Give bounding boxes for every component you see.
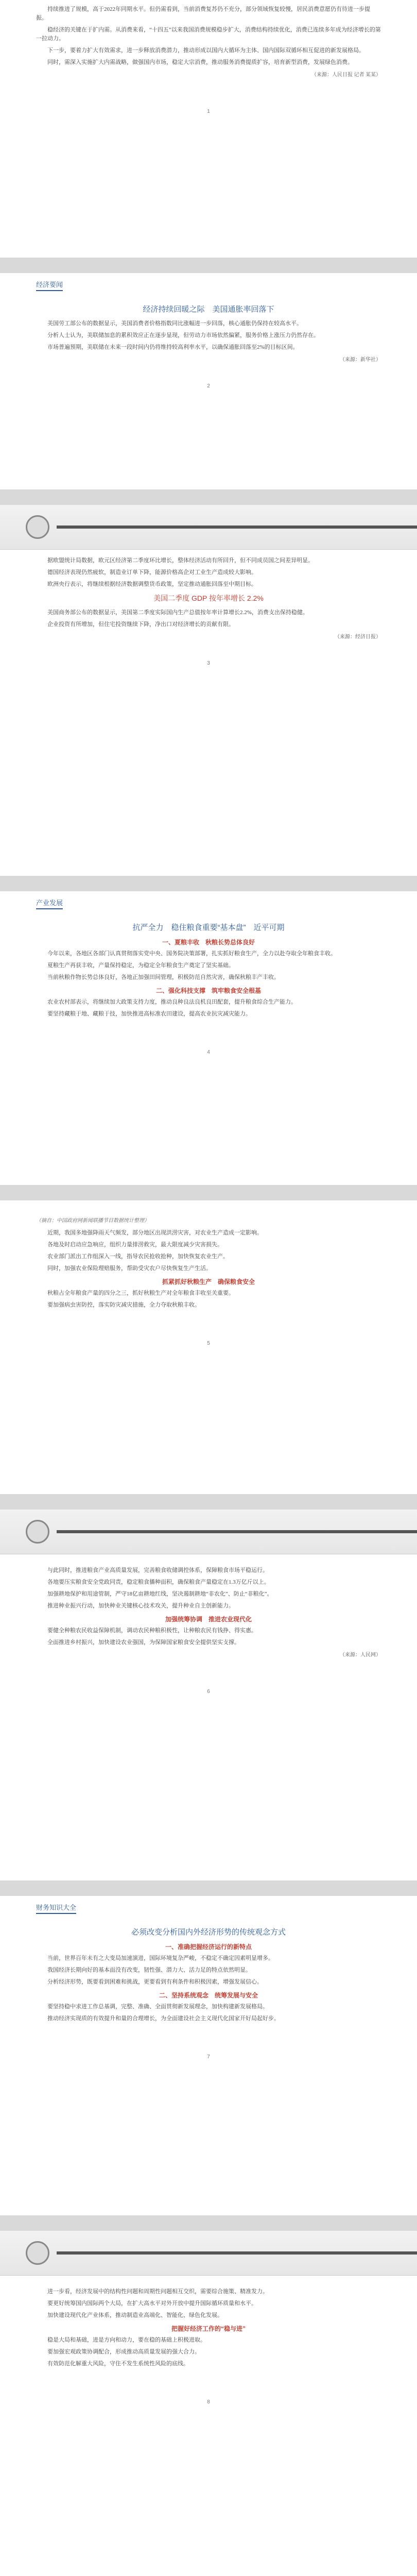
paragraph: 推进种业振兴行动，加快种业关键核心技术攻关，提升种业自主创新能力。 bbox=[47, 1603, 234, 1609]
paragraph: 同时，需深入实施扩大内需战略，做强国内市场，稳定大宗消费，推动服务消费提质扩容，培育新型消费，发展绿色消费。 bbox=[47, 59, 353, 65]
section-tag: 经济要闻 bbox=[36, 278, 63, 291]
page-number: 3 bbox=[207, 660, 210, 666]
paragraph: 进一步看，经济发展中的结构性问题和周期性问题相互交织，需要综合施策、精准发力。 bbox=[47, 2289, 268, 2295]
paragraph: 企业投资有所增加，但住宅投资继续下降，净出口对经济增长的贡献有限。 bbox=[47, 621, 234, 628]
banner-stripe bbox=[57, 2251, 417, 2255]
document-page-1 bbox=[0, 5, 417, 114]
paragraph: 要坚持藏粮于地、藏粮于技，加快推进高标准农田建设，提高农业抗灾减灾能力。 bbox=[47, 1011, 251, 1017]
document-page-5 bbox=[0, 1200, 417, 1346]
paragraph: 分析人士认为，美联储加息的累积效应正在逐步显现，但劳动力市场依然偏紧，服务价格上涨压力仍然存在。 bbox=[47, 332, 319, 338]
paragraph: 据欧盟统计局数据，欧元区经济第二季度环比增长，整体经济活动有所回升，但不同成员国之间差异明显。 bbox=[47, 557, 314, 564]
subheading: 二、坚持系统观念 统筹发展与安全 bbox=[159, 1992, 258, 1999]
page-number: 4 bbox=[207, 1049, 210, 1055]
banner-stripe bbox=[57, 1530, 417, 1533]
article-title: 必须改变分析国内外经济形势的传统观念方式 bbox=[131, 1928, 286, 1937]
paragraph: 秋粮占全年粮食产量的四分之三，抓好秋粮生产对全年粮食丰收至关重要。 bbox=[47, 1290, 234, 1296]
paragraph: 持续推进了规模，高于2022年同期水平。但仍需看到，当前消费复苏仍不充分，部分领域恢复较慢，居民消费意愿仍有待进一步提振。 bbox=[36, 6, 370, 21]
page-number: 7 bbox=[207, 2054, 210, 2060]
document-page-8 bbox=[0, 2287, 417, 2405]
paragraph: 稳是大局和基础，进是方向和动力，要在稳的基础上积极进取。 bbox=[47, 2337, 206, 2343]
paragraph: 有效防范化解重大风险，守住不发生系统性风险的底线。 bbox=[47, 2361, 189, 2367]
paragraph: 美国劳工部公布的数据显示，美国消费者价格指数同比涨幅进一步回落，核心通胀仍保持在较高水平。 bbox=[47, 320, 302, 327]
paragraph: 加快建设现代化产业体系，推动制造业高端化、智能化、绿色化发展。 bbox=[47, 2312, 223, 2318]
paragraph: 欧洲央行表示，将继续根据经济数据调整货币政策，坚定推动通胀回落至中期目标。 bbox=[47, 581, 257, 587]
chapter-banner bbox=[0, 505, 417, 550]
paragraph: 要坚持稳中求进工作总基调，完整、准确、全面贯彻新发展理念，加快构建新发展格局。 bbox=[47, 2004, 268, 2010]
subheading: 把握好经济工作的“稳与进” bbox=[171, 2325, 246, 2332]
subheading: 一、夏粮丰收 秋粮长势总体良好 bbox=[162, 939, 255, 946]
section-tag: 产业发展 bbox=[36, 896, 63, 909]
page-number: 5 bbox=[207, 1341, 210, 1346]
document-page-4 bbox=[0, 896, 417, 1055]
chapter-banner bbox=[0, 2231, 417, 2276]
page-divider bbox=[0, 876, 417, 891]
chapter-banner bbox=[0, 1510, 417, 1554]
source-line: （来源：新华社） bbox=[340, 357, 381, 363]
paragraph: 美国商务部公布的数据显示，美国第二季度实际国内生产总值按年率计算增长2.2%，消费支出保持稳健。 bbox=[47, 609, 308, 616]
source-line: （来源：人民网） bbox=[340, 1652, 381, 1658]
paragraph: 今年以来，各地区各部门认真贯彻落实党中央、国务院决策部署，扎实抓好粮食生产，全力以赴夺取全年粮食丰收。 bbox=[47, 951, 336, 957]
emblem-icon bbox=[26, 1520, 49, 1544]
page-divider bbox=[0, 1185, 417, 1200]
paragraph: 各地要压实粮食安全党政同责，稳定粮食播种面积，确保粮食产量稳定在1.3万亿斤以上。 bbox=[47, 1579, 270, 1585]
article-title: 经济持续回暖之际 美国通胀率回落下 bbox=[143, 305, 274, 314]
subheading: 加强统筹协调 推进农业现代化 bbox=[165, 1616, 252, 1623]
page-divider bbox=[0, 1494, 417, 1510]
paragraph: 同时，加强农业保险理赔服务，帮助受灾农户尽快恢复生产生活。 bbox=[47, 1265, 212, 1272]
emblem-icon bbox=[26, 515, 49, 539]
page-number: 6 bbox=[207, 1689, 210, 1694]
source-line: （来源：经济日报） bbox=[335, 634, 381, 640]
top-note: （摘自：中国政府网新闻联播节目数据统计整理） bbox=[36, 1218, 149, 1224]
page-divider bbox=[0, 1880, 417, 1896]
article-title: 抗严全力 稳住粮食重要“基本盘” 近平可期 bbox=[132, 923, 285, 932]
document-page-2 bbox=[0, 278, 417, 389]
paragraph: 推动经济实现质的有效提升和量的合理增长，为全面建设社会主义现代化国家开好局起好步。 bbox=[47, 2015, 280, 2022]
page-number: 1 bbox=[207, 109, 210, 114]
paragraph: 分析经济形势，既要看到困难和挑战，更要看到有利条件和积极因素，增强发展信心。 bbox=[47, 1979, 263, 1985]
subheading: 抓紧抓好秋粮生产 确保粮食安全 bbox=[162, 1278, 255, 1285]
paragraph: 当前，世界百年未有之大变局加速演进，国际环境复杂严峻，不稳定不确定因素明显增多。 bbox=[47, 1955, 274, 1961]
banner-stripe bbox=[57, 526, 417, 529]
page-divider bbox=[0, 258, 417, 273]
paragraph: 农业部门派出工作组深入一线，指导农民抢收抢种，加快恢复农业生产。 bbox=[47, 1253, 229, 1260]
paragraph: 要更好统筹国内国际两个大局，在扩大高水平对外开放中提升国际循环质量和水平。 bbox=[47, 2300, 257, 2307]
source-line: （来源：人民日报 记者 某某） bbox=[311, 72, 381, 78]
document-page-7 bbox=[0, 1901, 417, 2060]
paragraph: 加强耕地保护和用途管制，严守18亿亩耕地红线，坚决遏制耕地“非农化”、防止“非粮化”。 bbox=[47, 1591, 273, 1597]
document-page-6 bbox=[0, 1566, 417, 1694]
subheading: 一、准确把握经济运行的新特点 bbox=[165, 1943, 252, 1951]
paragraph: 近期，我国多地强降雨天气频发，部分地区出现洪涝灾害，对农业生产造成一定影响。 bbox=[47, 1230, 263, 1236]
paragraph: 要健全种粮农民收益保障机制，调动农民种粮积极性，让种粮农民有钱挣、得实惠。 bbox=[47, 1628, 257, 1634]
paragraph: 稳经济的关键在于扩内需。从消费来看，“十四五”以来我国消费规模稳步扩大，消费结构持续优化，消费已连续多年成为经济增长的第一拉动力。 bbox=[36, 27, 381, 42]
section-tag: 财务知识大全 bbox=[36, 1901, 76, 1914]
page-number: 8 bbox=[207, 2399, 210, 2405]
paragraph: 下一步，要着力扩大有效需求，进一步释放消费潜力，推动形成以国内大循环为主体、国内国际双循环相互促进的新发展格局。 bbox=[47, 47, 364, 54]
page-number: 2 bbox=[207, 383, 210, 389]
paragraph: 全面推进乡村振兴，加快建设农业强国，为保障国家粮食安全提供坚实支撑。 bbox=[47, 1639, 240, 1646]
paragraph: 市场普遍预期，美联储在未来一段时间内仍将维持较高利率水平，以确保通胀回落至2%的目标区间。 bbox=[47, 344, 299, 350]
article-heading: 美国二季度 GDP 按年率增长 2.2% bbox=[153, 594, 264, 602]
emblem-icon bbox=[26, 2241, 49, 2265]
paragraph: 当前秋粮作物长势总体良好，各地正加强田间管理，积极防范自然灾害，确保秋粮丰产丰收。 bbox=[47, 974, 280, 980]
paragraph: 要加强病虫害防控，落实防灾减灾措施，全力夺取秋粮丰收。 bbox=[47, 1302, 200, 1308]
document-page-3 bbox=[0, 556, 417, 666]
paragraph: 德国经济表现仍然疲软，制造业订单下降，能源价格高企对工业生产造成较大影响。 bbox=[47, 569, 257, 575]
page-divider bbox=[0, 489, 417, 505]
paragraph: 我国经济长期向好的基本面没有改变，韧性强、潜力大、活力足的特点依然明显。 bbox=[47, 1967, 251, 1973]
page-divider bbox=[0, 2215, 417, 2231]
paragraph: 要加强宏观政策协调配合，形成推动高质量发展的强大合力。 bbox=[47, 2349, 200, 2355]
paragraph: 各地及时启动应急响应，组织力量排涝救灾，最大限度减少灾害损失。 bbox=[47, 1242, 223, 1248]
subheading: 二、强化科技支撑 筑牢粮食安全根基 bbox=[155, 987, 261, 994]
paragraph: 农业农村部表示，将继续加大政策支持力度，推动良种良法良机良田配套，提升粮食综合生产能力。 bbox=[47, 999, 297, 1005]
paragraph: 夏粮生产再获丰收，产量保持稳定，为稳定全年粮食生产奠定了坚实基础。 bbox=[47, 962, 234, 969]
paragraph: 与此同时，推进粮食产业高质量发展，完善粮食收储调控体系，保障粮食市场平稳运行。 bbox=[47, 1567, 268, 1573]
